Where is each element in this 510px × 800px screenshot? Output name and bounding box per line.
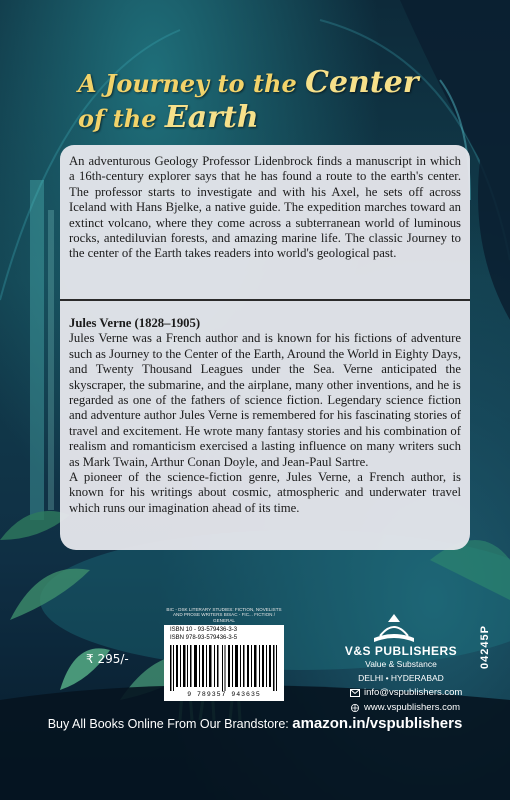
- title-part-2: Center: [305, 65, 419, 100]
- synopsis-text: An adventurous Geology Professor Lidenbrock finds a manuscript in which a 16th-century explorer says that he has found a route to the earth's center. The professor starts to investigate and with his Axel, he sets off across Iceland with Hans Bjelke, a native guide. The expedition marches toward an extinct volcano, where they come across a subterranean world of luminous rocks, antediluvian forests, and amazing marine life. The classic Journey to the center of the Earth takes readers into world's geological past.: [69, 154, 461, 261]
- title-part-4: Earth: [164, 100, 259, 135]
- publisher-tagline: Value & Substance: [365, 659, 437, 669]
- author-heading: Jules Verne (1828–1905): [69, 316, 201, 330]
- footer-lead: Buy All Books Online From Our Brandstore:: [47, 717, 293, 731]
- publisher-cities: DELHI • HYDERABAD: [358, 673, 444, 683]
- bisac-classification: BIC - DSK LITERARY STUDIES: FICTION, NOVELISTS AND PROSE WRITERS BISAC - FIC... FICTION / GENERAL: [166, 607, 282, 623]
- author-bio: Jules Verne was a French author and is known for his fictions of adventure such as Journey to the Center of the Earth, Around the World in Eighty Days, and Twenty Thousand Leagues under the Sea. Verne anticipated the skyscraper, the submarine, and the airplane, many other inventions, and he is regarded as one of the fathers of science fiction. Legendary science fiction and adventure author Jules Verne is remembered for his fascinating stories of travel and excitement. He wrote many fantasy stories and his combination of realism and romanticism exercised a lasting influence on many writers such as Mark Twain, Arthur Conan Doyle, and Jean-Paul Sartre.: [69, 331, 461, 469]
- crystal-column-2: [48, 210, 54, 510]
- globe-icon: [350, 704, 360, 712]
- publisher-email[interactable]: info@vspublishers.com: [364, 687, 463, 698]
- crystal-column: [30, 180, 44, 520]
- title-part-1: A Journey to the: [78, 69, 306, 98]
- book-title: [78, 66, 458, 136]
- title-part-3: of the: [78, 104, 165, 133]
- email-icon: [350, 689, 360, 697]
- isbn-10: ISBN 10 - 93-579436-3-3: [170, 627, 238, 633]
- publisher-website-row[interactable]: [350, 702, 460, 713]
- footer-link[interactable]: amazon.in/vspublishers: [292, 715, 463, 732]
- author-panel: [60, 302, 470, 550]
- publisher-email-row[interactable]: [350, 687, 462, 698]
- isbn-13: ISBN 978-93-579436-3-5: [170, 635, 238, 641]
- publisher-name: V&S PUBLISHERS: [344, 644, 458, 658]
- book-code: 04245P: [479, 625, 491, 669]
- publisher-logo-icon: [370, 612, 418, 644]
- section-divider: [60, 299, 470, 301]
- price-label: ₹ 295/-: [86, 652, 129, 666]
- publisher-website[interactable]: www.vspublishers.com: [364, 702, 461, 713]
- author-closing: A pioneer of the science-fiction genre, Jules Verne, a French author, is known for his writings about cosmic, atmospheric and underwater travel which runs our imagination ahead of its time.: [69, 470, 461, 515]
- footer-brandstore: [0, 715, 510, 733]
- barcode-block: [164, 625, 284, 701]
- synopsis-panel: [60, 145, 470, 302]
- barcode-digits: 9 789357 943635: [187, 691, 261, 698]
- barcode-bars: [170, 645, 278, 691]
